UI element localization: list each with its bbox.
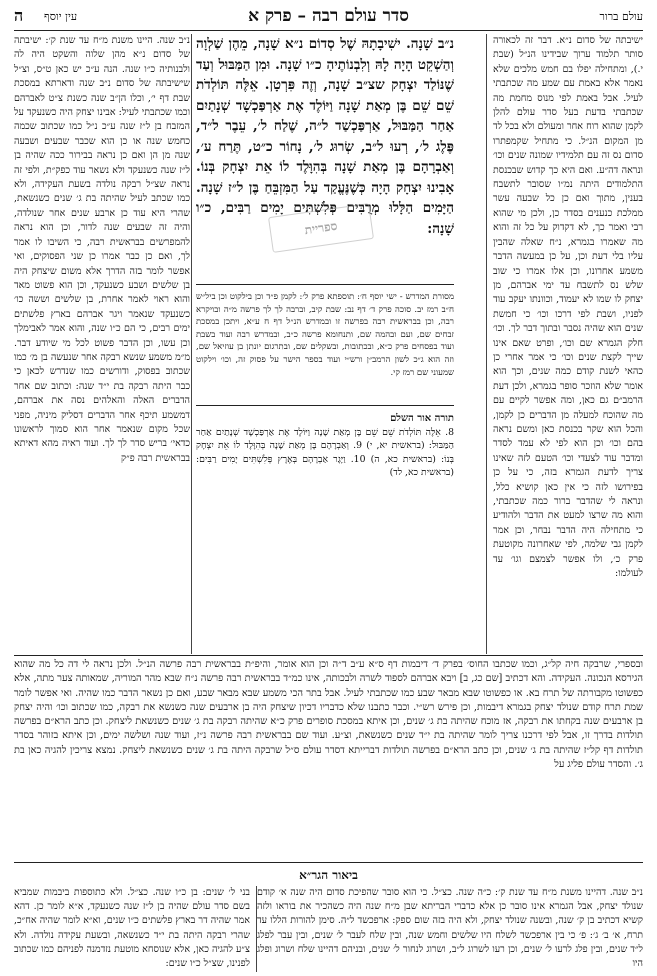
running-head-left: עין יוסף bbox=[44, 10, 78, 23]
page-title: סדר עולם רבה – פרק א bbox=[248, 6, 409, 26]
sources-notes: מסורת המדרש - ישי יוסף ח׳: תוספתא פרק ל׳: לקמן פ״ד וכן בילקוט וכן ביל״ש ח״ב רמז יב. סוכה פרק ד׳ דף נב: שבת קיב, וברבה לך לך פרשה מ״ה ובויקרא רבה, וכן בבראשית רבה בפרשה זו ובמדרש הנ״ל דף ח ע״א, ויתכן במסכת זבחים שם, ועם ובהמה שם, ותנחומא פרשה כ״ב, ובמדרש רבה ועוד בשבת ועוד בפסחים פרק כ״א, ובכתובות, ובשקלים שם, ובתרגום יונתן בן עוזיאל שם, וזה הוא ג״כ לשון הרמב״ן ורש״י ועוד בספר הישר על פסוק זה, וכו׳ וילקוט שמעוני שם רמז קי. bbox=[196, 292, 454, 378]
page-header bbox=[14, 6, 643, 30]
main-verse-text bbox=[196, 34, 454, 284]
left-commentary-text: נ״ב שנה. היינו משנת מ״ח עד שנת ק׳: ישיבתה של סדום נ״א מהן שלוה והשקט היה לה ולבנותיה כ״ו שנה. הנה ע״כ יש כאן ט״ס, וצ״ל שישיבתה של סדום נ״ב שנה ודארתא במסכת שבת דף י׳, וכלו הן״ב שנה כשנת צ״ט לאברהם וכמו שכתבתי לעיל: אבינו יצחק היה כשנעקד על המזבח בן ל״ז שנה ע״כ נ״ל כמו שכתוב שכמה כחמש שנה או כן הוא שכבר שבעים ושבעה שנה מן הן ואם כן נראה בבירור ככה שהיה בן ל״ז שנה כשנעקד ולא נשאר עוד כפק״ת, ולפי זה נראה שצ״ל רבקה נולדה בשעת העקידה, ולא כמו שכתב לעיל שהיתה בת ג׳ שנים כשנשאת, שהרי היא עוד כן ארבע שנים אחר שנולדה, והיה זה שבעים שנה לדור, וכן הוא נראה להמפרשים בבראשית רבה, כי השיבו לו אמר לך, ואם כן כבר אמרו כן שני הפסוקים, ואי אפשר לומר בזה הדרך אלא משום שיצחק היה בן שלשים ושבע כשנעקד, וכן הוא פשוט מאד והוא ראוי לאמר אחרת, בן שלשים וששה כו׳ כשנעקד שנאמר ויגר אברהם בארץ פלשתים ימים רבים, כי הם כ״ו שנה, והוא אמר לאבימלך וכן עשו, וכן הדבר פשוט לכל מי שיודע דבר. מ״מ משמע שנשא רבקה אחר שנעשה בן מ׳ כמו שכתוב בפסוק, ודורשים כמו שנדרש לכאן כי כבר היתה רבקה בת י״ד שנה: וכתוב שם אחר הדברים האלה והאלהים נסה את אברהם, דמשמע תיכף אחר הדברים דסליק מיניה, מפני שכל מקום שנאמר אחר הוא סמוך לראשונו כדאי׳ בריש סדר לך לך. ועוד ראיה מהא דאיתא בבראשית רבה פ״ק bbox=[14, 35, 190, 464]
sources-rule bbox=[196, 284, 454, 285]
column-divider-left bbox=[191, 34, 192, 654]
gra-commentary-right: נ״ב שנה. דהיינו משנת מ״ח עד שנת ק׳: כ״ה שנה. כצ״ל. כי הוא סובר שהפיכת סדום היה שנה א׳ קודם שנולד יצחק, אבל הגמרא אינו סובר כן אלא כדברי הבריתא שבן מ״ח שנה היה כשהכיר את בוראו ולזה קשיא דכתיב בן ק׳ שנה, ובשנה שנולד יצחק, ולא היה בזה שום ספק: ארפכשד ל״ה. סימן להורות הללו עד תרח, א׳ ב׳ ג׳: פ׳ כי בין ארפכשד לשלח היו שלשים וחמש שנה, ובין שלח לעבר ל׳ שנים, ובין עבר לפלג ל״ד שנים, ובין פלג לרעו ל׳ שנים, וכן רעו לשרוג ל״ב, ושרוג לנחור ל׳ שנים, ובניהם דהיינו שלח ושרוג ופלג היו bbox=[257, 887, 643, 970]
left-commentary-column bbox=[14, 34, 190, 654]
right-commentary-text: ישיבתה של סדום נ״א. דבר זה לכאורה סותר תלמוד ערוך שבידינו הנ״ל (שבת י.), ומתחילה יפלו בם חמש מלכים שלא נאמר אלא באמת עם שמע מה שכתבתי לעיל. אבל באמת לפי מנוס מחמת מה שכתבתי בדעת בעל סדר עולם להלן לקמן שהוא רוח אחר ומעולם ולא בכל לד מן המקום הנ״ל. כי מתחיל שקמפתרו סדום נס זה עם תלמידיו שמונה שנים וכו׳ ונראה דה״ע. ואם היא כך קדוש שבכנסת התלמודים היתה נמ״ו שסובר לתשבח בענין, מתוך ואם כן כל שבעה עשר ממלכת כנענים בסדר כן, ולכן מי שהוא רבי ואמר כך, לא דקדוק על כל זה והוא מה שאמרו בגמרא, נ״ח שאלה שהבין עליו בלי דעת וכן, על כן במעשה הדבר משמע אחרונו, וכן אלו אמרו כי שוב שלש נס לתשבח עד ימי אברהם, מן יצחק לו שמו לא יעמוד, וכוונתו יעקב עוד לפניו, ושבת לפי דרכו וכו׳ כי חמשת שנים הוא שהיה נסבר ובתוך דבר לך. וכו׳ חלק הגמרא שם וכו׳, ופרט שאם אינו שייך לקצת שנים וכו׳ כי אמר אחרי כן כהאי לשנת קודם כמה שנים, וכך הוא אומר שלא הוזכר סופר בגמרא, ולכן דעת הרמב״ם גם כאן, ומה אפשר לקיים עם מה שהוכח למעלה מן הדברים כן לקמן, והכל הוא שקר בכנסת כאן ומשם נראה בהם וכו׳ וכן הוא לפי לא עמד לסדר ומדבר עוד לצעדי וכו׳ הטעם לזה שאינו צריך לדעת הגמרא בזה, כי על כן בפירושו לזה כי אין כאן קושיא כלל, ונראה לי שהדבר ברור כמה שכתבתי, והוא מה שרצו למעט את הדבר ולהודיע כי מתחילה היה הדבר נבחר, וכן אמר לקמן גבי שלמה, לפי שאחרונה מקוטעת פרק כ׳, ולו אפשר לצמצם וגו׳ עד לעולמו: bbox=[493, 35, 643, 580]
verse-text: נ״ב שָׁנָה. ישִׁיבָתָהּ שֶׁל סְדוֹם נ״א שָׁנָה, מֵהֶן שַׁלְוָה וְהַשְׁקֵט הָיָה לָהּ וְלִבְנוֹתֶיהָ כ״ו שָׁנָה. וּמִן הַמַּבּוּל וְעַד שֶׁנּוֹלַד יִצְחָק שצ״ב שָׁנָה, וְזֶה פִּרְטָן. אֵלֶּה תּוֹלְדֹת שֵׁם שֵׁם בֶּן מְאַת שָׁנָה וַיּוֹלֶד אֶת אַרְפַּכְשָׁד שְׁנָתַיִם אַחַר הַמַּבּוּל, אַרְפַּכְשַׁד ל״ה, שֶׁלַח ל׳, עֵבֶר ל״ד, פֶּלֶג ל׳, רְעוּ ל״ב, שְׂרוּג ל׳, נָחוֹר כ״ט, תֶּרַח ע׳, וְאַבְרָהָם בֶּן מְאַת שָׁנָה בְּהִוָּלֶד לוֹ אֵת יִצְחָק בְּנוֹ. אָבִינוּ יִצְחָק הָיָה כְּשֶׁנֶּעֱקַד עַל הַמִּזְבֵּחַ בֶּן ל״ז שָׁנָה. הַיָּמִים הַלָּלוּ מְרֻבִּים פְּלִשְׁתִּים יָמִים רַבִּים, כ״ו שָׁנָה: bbox=[196, 36, 454, 237]
bottom-column-divider bbox=[256, 886, 257, 972]
column-divider-right bbox=[486, 34, 487, 654]
right-commentary-column bbox=[493, 34, 643, 654]
page-number: ה bbox=[14, 6, 24, 25]
bottom-rule bbox=[14, 862, 643, 863]
running-head-right: עולם ברור bbox=[599, 10, 643, 23]
stamp-text: ספריית bbox=[303, 218, 339, 238]
main-text-column bbox=[196, 34, 454, 654]
torah-or-title: תורה אור השלם bbox=[390, 413, 454, 424]
torah-or-box bbox=[196, 412, 454, 562]
gra-commentary-left: בני ל׳ שנים: בן כ״ו שנה. כצ״ל. ולא כתוספות ביבמות שמביא בשם סדר עולם שהיה בן ל״ז שנה כשנעקד, א״א לומר כן. דהא אמר שהיה דר בארץ פלשתים כ״ו שנים, וא״א לומר שהיה אח״כ, שהרי רבקה היתה בת י״ד כשנשאה, ובשעת עקידה נולדה. ולא צ״ע להגיה כאן, אלא שנוסחא מוטעת נזדמנה לפניהם כמו שכתוב לפנינו, שצ״ל כ״ו שנים: bbox=[14, 887, 250, 970]
gra-commentary-title: ביאור הגר״א bbox=[299, 868, 358, 882]
bridge-rule bbox=[14, 655, 643, 656]
torah-or-text: 8. אֵלֶּה תּוֹלְדֹת שֵׁם שֵׁם בֶּן מְאַת שָׁנָה וַיּוֹלֶד אֶת אַרְפַּכְשָׁד שְׁנָתַיִם אַחַר הַמַּבּוּל: (בראשית יא, י) 9. וְאַבְרָהָם בֶּן מְאַת שָׁנָה בְּהִוָּלֶד לוֹ אֵת יִצְחָק בְּנוֹ: (בראשית כא, ה) 10. וַיָּגָר אַבְרָהָם בְּאֶרֶץ פְּלִשְׁתִּים יָמִים רַבִּים: (בראשית כא, לד) bbox=[196, 426, 454, 479]
bridge-commentary: ובספרי, שרבקה חיה קל״ג, וכמו שכתבו החוס׳ בפרק ד׳ דיבמות דף ס״א ע״ב ד״ה וכן הוא אומר, והיפ״ת בבראשית רבה פרשה הנ״ל. ולכן נראה לי דה כל מה שהוא הגירסא הנכונה. העקידה. והא דכתיב [שם כג, ב] ויבא אברהם לספוד לשרה ולבכותה, אינו כמ״ד בבראשית רבה פרשה נ״ח שבא מהר המוריה, שמאותה צער מתה, אלא כפשוטו מקבורתה של תרח בא. או כפשוטו שבא מבאר שבע כמו שכתבתי לעיל. אבל בתר הכי משמע שבא מבאר שבע, ואם כן נשאר הדבר כמו שהיה. ואי אפשר לומר שמת תרח קודם שנולד יצחק בגמרא דיבמות, וכן פירש רש״י. וכבר כתבנו שלא כדבריו דכיון שיצחק היה בן ארבעים שנה כשנשא את רבקה, כמו שכתוב וכו׳ והיה יצחק בן ארבעים שנה בקחתו את רבקה, אז מוכח שהיתה בת ג׳ שנים, וכן איתא במסכת סופרים פרק כ״א שהיתה רבקה בת ג׳ שנים כשנשאת ליצחק. וכן כתב הרא״ם בפרשה תולדות בדרך זו, אבל לפי דרכנו צריך לומר שהיתה בת י״ד שנים כשנשאת, וצ״ע. ועוד שם בבראשית רבה פרשה נ״ז, ועוד שנה ושלשה ימים, וכן איתא בזוהר בסדר תולדות דף קל״ז שהיתה בת ג׳ שנים, וכן כתב הרא״ם בפרשה תולדות דברייתא דסדר עולם ס״ל שרבקה היתה בת ג׳ שנים כשנשאת ליצחק. נמצא צריכין להגיה כאן בת ג׳. והסדר עולם פליג על bbox=[14, 659, 643, 771]
box-rule bbox=[196, 405, 454, 406]
header-rule bbox=[14, 30, 643, 31]
